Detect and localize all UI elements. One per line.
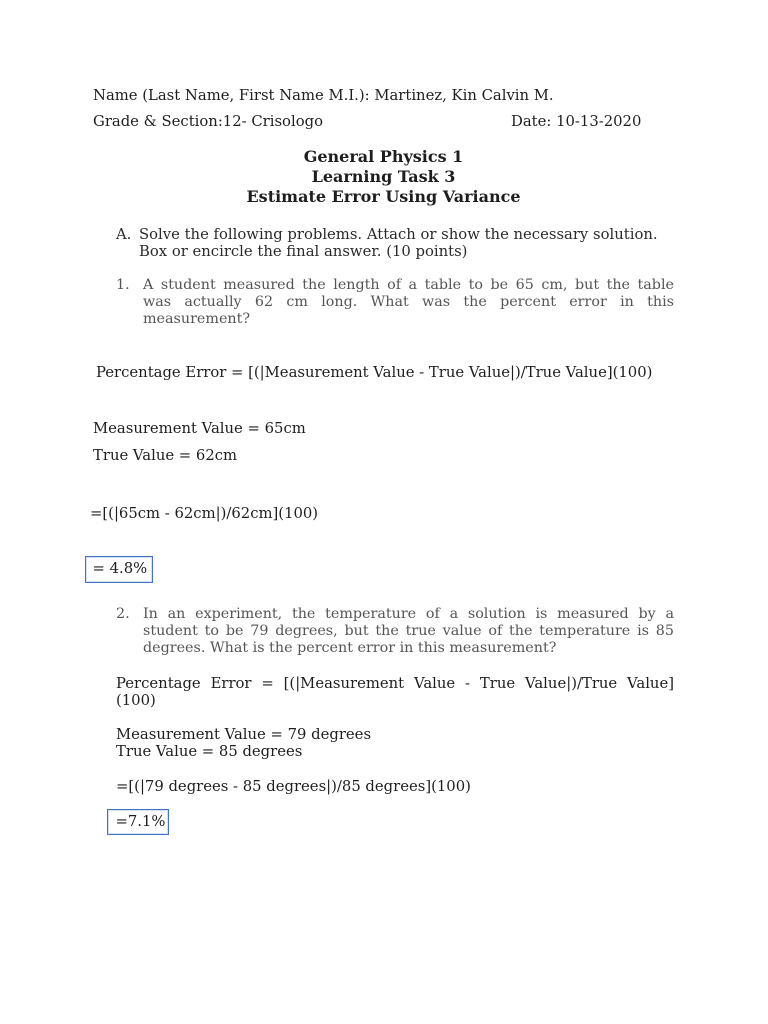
instructions-line: Solve the following problems. Attach or show the necessary solution. [139, 226, 658, 243]
subject-title: General Physics 1 [303, 147, 464, 166]
formula-line: (100) [116, 692, 156, 709]
problem-number: 1. [116, 277, 130, 293]
measurement-value: Measurement Value = 65cm [93, 420, 306, 437]
instructions-line: Box or encircle the final answer. (10 points) [139, 243, 468, 260]
answer-box [107, 809, 169, 835]
question-line: student to be 79 degrees, but the true value of the temperature is 85 [143, 623, 674, 639]
question-line: A student measured the length of a table to be 65 cm, but the table [143, 277, 674, 293]
answer-box [85, 556, 153, 583]
substitution-line: =[(|79 degrees - 85 degrees|)/85 degrees](100) [116, 778, 471, 795]
true-value: True Value = 62cm [93, 447, 238, 464]
true-value: True Value = 85 degrees [116, 743, 303, 760]
topic-title: Estimate Error Using Variance [246, 187, 521, 206]
final-answer: =7.1% [115, 813, 166, 830]
date-line: Date: 10-13-2020 [511, 113, 642, 130]
question-line: measurement? [143, 311, 251, 327]
final-answer: = 4.8% [92, 560, 148, 577]
substitution-line: =[(|65cm - 62cm|)/62cm](100) [90, 505, 319, 522]
grade-section-line: Grade & Section:12- Crisologo [93, 113, 323, 130]
formula-line: Percentage Error = [(|Measurement Value - True Value|)/True Value](100) [96, 364, 653, 381]
question-line: was actually 62 cm long. What was the percent error in this [143, 294, 674, 310]
student-name-line: Name (Last Name, First Name M.I.): Martinez, Kin Calvin M. [93, 87, 554, 104]
task-title: Learning Task 3 [311, 167, 456, 186]
problem-number: 2. [116, 606, 130, 622]
question-line: degrees. What is the percent error in this measurement? [143, 640, 557, 656]
instructions-marker: A. [116, 226, 132, 243]
question-line: In an experiment, the temperature of a solution is measured by a [143, 606, 674, 622]
measurement-value: Measurement Value = 79 degrees [116, 726, 372, 743]
formula-line: Percentage Error = [(|Measurement Value - True Value|)/True Value] [116, 675, 674, 692]
